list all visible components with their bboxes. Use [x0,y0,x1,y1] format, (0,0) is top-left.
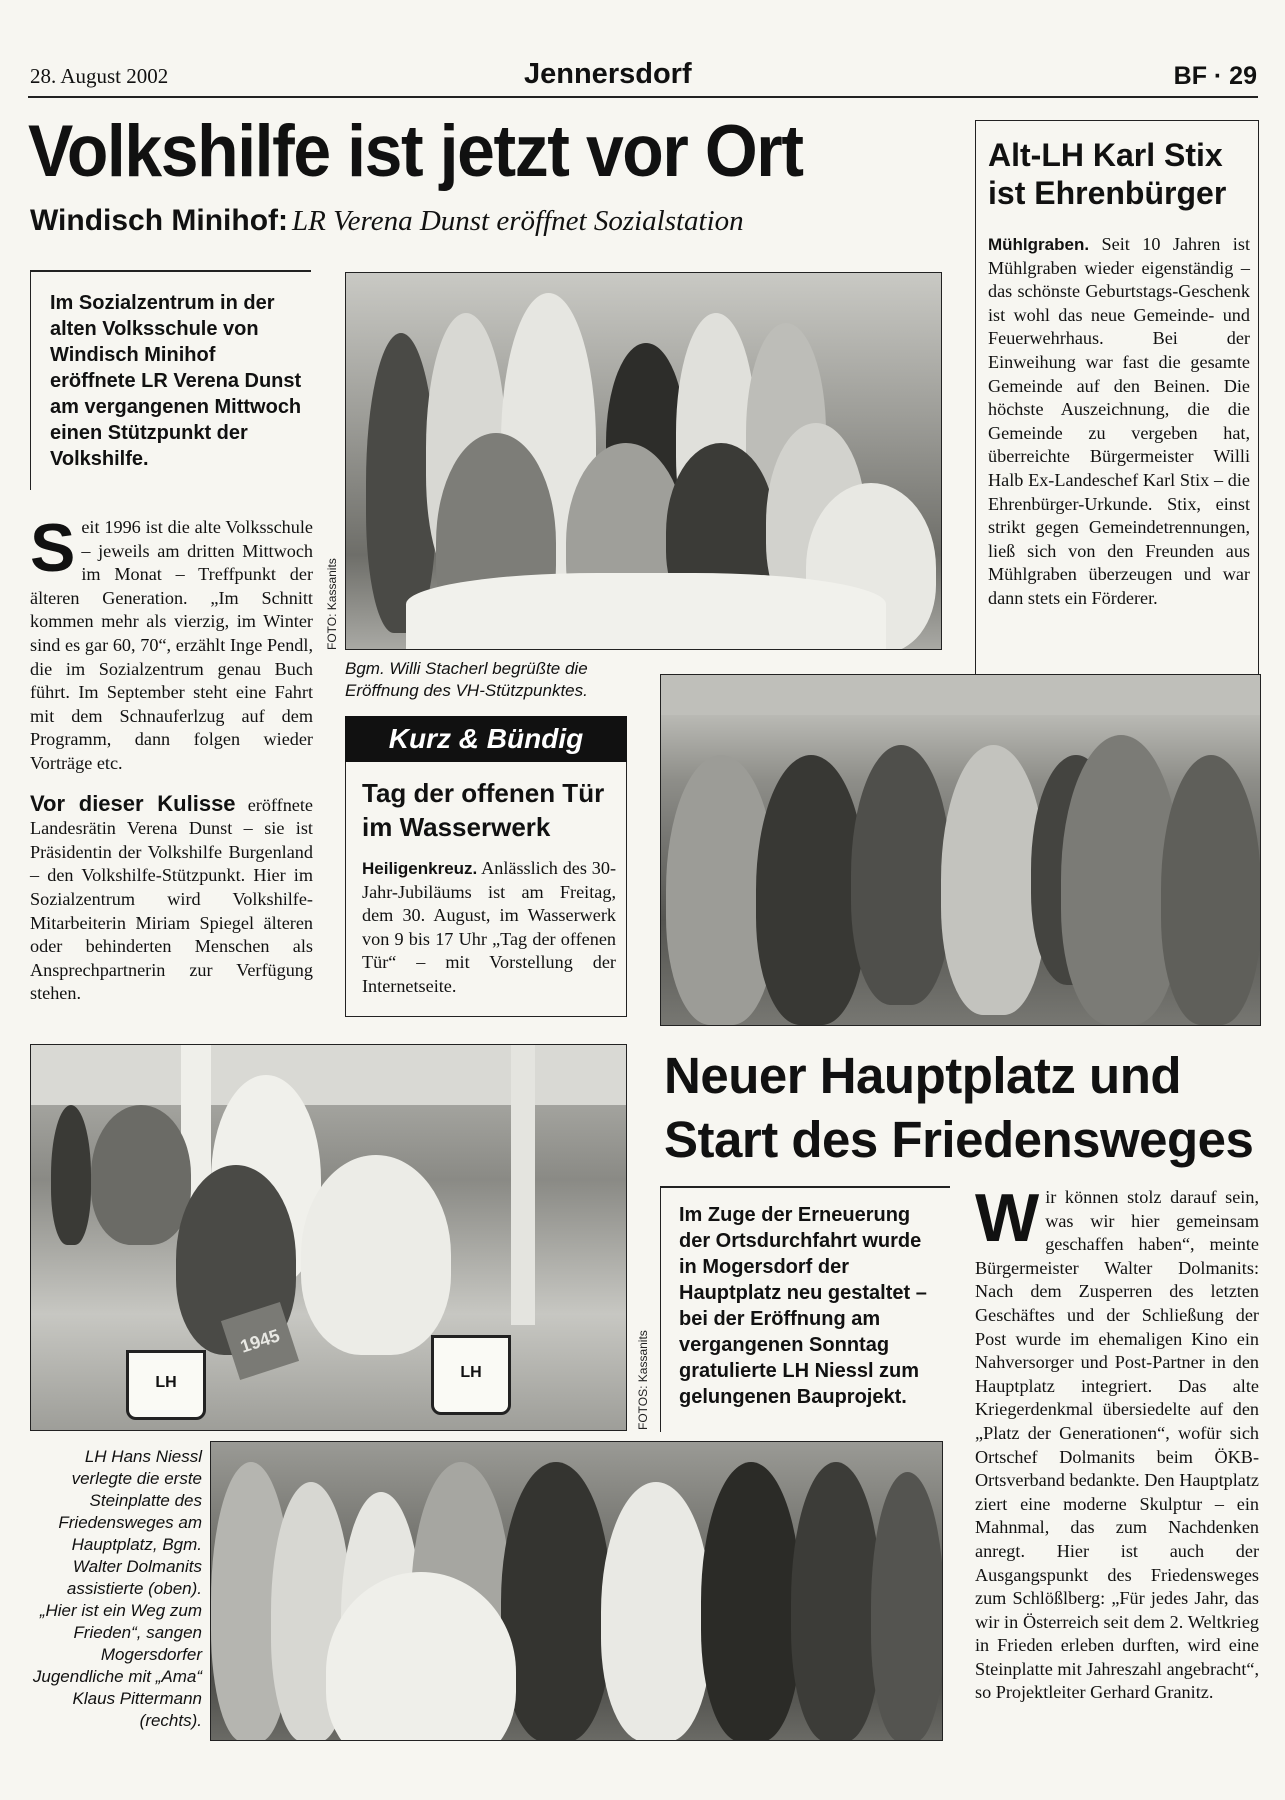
bottom-body-text: ir können stolz darauf sein, was wir hier gemeinsam geschaffen haben“, meinte Bürgermeister Walter Dolmanits: Nach dem Zusperren des letzten Geschäftes und der Schließung der Post wurde im ehemaligen Kino ein Nahversorger und Post-Partner in den Hauptplatz integriert. Das alte Kriegerdenkmal übersiedelte auf den „Platz der Generationen“, wofür sich Ortschef Dolmanits beim ÖKB-Ortsverband bedankte. Den Hauptplatz ziert eine moderne Skulptur – ein Mahnmal, das zum Nachdenken anregt. Hier ist auch der Ausgangspunkt des Friedensweges zum Schlößlberg: „Für jedes Jahr, das wir in Österreich seit dem 2. Weltkrieg in Frieden erleben durften, wird eine Steinplatte mit Jahreszahl angebracht“, so Projektleiter Gerhard Granitz. [975,1187,1259,1703]
header-rule [28,96,1258,98]
dropcap-w: W [975,1180,1040,1256]
subhead-text: LR Verena Dunst eröffnet Sozialstation [292,205,744,237]
bucket-right-logo: LH [460,1364,482,1381]
lead-box-side-rule [30,270,31,490]
bucket-left-logo: LH [155,1374,177,1391]
bottom-headline: Neuer Hauptplatz und Start des Friedensweges [664,1047,1254,1168]
photo-stix-ceremony [660,674,1261,1026]
bucket-left [126,1350,206,1420]
bucket-right [431,1335,511,1415]
kurz-body [362,857,616,999]
header-section: Jennersdorf [524,58,692,90]
header-page-label: BF · 29 [1173,62,1257,90]
kurz-headline: Tag der offenen Tür im Wasserwerk [362,778,605,842]
kurz-body-text: Anlässlich des 30-Jahr-Jubiläums ist am Freitag, dem 30. August, im Wasserwerk von 9 bis 17 Uhr „Tag der offenen Tür“ – mit Vorstellung der Internetseite. [362,858,616,996]
stone-year: 1945 [237,1325,283,1357]
dropcap-s: S [30,510,76,586]
bottom-lead: Im Zuge der Erneuerung der Ortsdurchfahrt wurde in Mogersdorf der Hauptplatz neu gestaltet – bei der Eröffnung am vergangenen Sonntag gratulierte LH Niessl zum gelungenen Bauprojekt. [679,1204,927,1408]
main-photo-credit: FOTO: Kassanits [325,558,339,650]
main-body-para2-lead: Vor dieser Kulisse [30,790,236,816]
bottom-photo-caption: LH Hans Niessl verlegte die erste Steinplatte des Friedensweges am Hauptplatz, Bgm. Walter Dolmanits assistierte (oben). „Hier ist ein Weg zum Frieden“, sangen Mogersdorfer Jugendliche mit „Ama“ Klaus Pittermann (rechts). [32,1447,202,1730]
header-date: 28. August 2002 [30,64,169,88]
main-lead: Im Sozialzentrum in der alten Volksschule von Windisch Minihof eröffnete LR Verena Dunst am vergangenen Mittwoch einen Stützpunkt der Volkshilfe. [50,292,302,470]
main-body-para1: eit 1996 ist die alte Volksschule – jeweils am dritten Mittwoch im Monat – Treffpunkt der älteren Generation. „Im Schnitt kommen mehr als vierzig, im Winter sind es gar 60, 70“, erzählt Inge Pendl, die im Sozialzentrum genau Buch führt. Im September steht eine Fahrt mit dem Schnauferlzug auf dem Programm, dann folgen wieder Vorträge etc. [30,517,313,773]
sidebar-body-text: Seit 10 Jahren ist Mühlgraben wieder eigenständig – das schönste Geburtstags-Geschenk ist wohl das neue Gemeinde- und Feuerwehrhaus. Bei der Einweihung war fast die gesamte Gemeinde auf den Beinen. Die höchste Auszeichnung, die die Gemeinde zu vergeben hat, überreichte Bürgermeister Willi Halb Ex-Landeschef Karl Stix – die Ehrenbürger-Urkunde. Stix, einst strikt gegen Gemeindetrennungen, ließ sich von den Freunden aus Mühlgraben überzeugen und war dann stets ein Förderer. [988,234,1250,608]
main-subhead [30,204,744,238]
main-headline: Volkshilfe ist jetzt vor Ort [28,111,803,192]
main-photo-caption: Bgm. Willi Stacherl begrüßte die Eröffnung des VH-Stützpunktes. [345,659,588,700]
sidebar-dateline: Mühlgraben. [988,235,1090,254]
kurz-banner: Kurz & Bündig [345,716,627,762]
lead-box-rule [30,270,311,272]
photo-volkshilfe-group [345,272,942,650]
sidebar-body [988,233,1250,611]
subhead-place: Windisch Minihof: [30,204,289,237]
photo-stone-laying [30,1044,627,1431]
photo-youth-choir [210,1441,943,1741]
sidebar-headline: Alt-LH Karl Stix ist Ehrenbürger [988,137,1227,211]
main-body-para2: eröffnete Landesrätin Verena Dunst – sie ist Präsidentin der Volkshilfe Burgenland – den Volkshilfe-Stützpunkt. Hier im Sozialzentrum wird Volkshilfe-Mitarbeiterin Miriam Spiegel älteren oder behinderten Menschen als Ansprechpartnerin zur Verfügung stehen. [30,794,314,1004]
bottom-body [975,1180,1259,1705]
bottom-photo-credit: FOTOS: Kassanits [636,1330,650,1430]
kurz-dateline: Heiligenkreuz. [362,859,478,878]
main-body [30,510,314,1006]
